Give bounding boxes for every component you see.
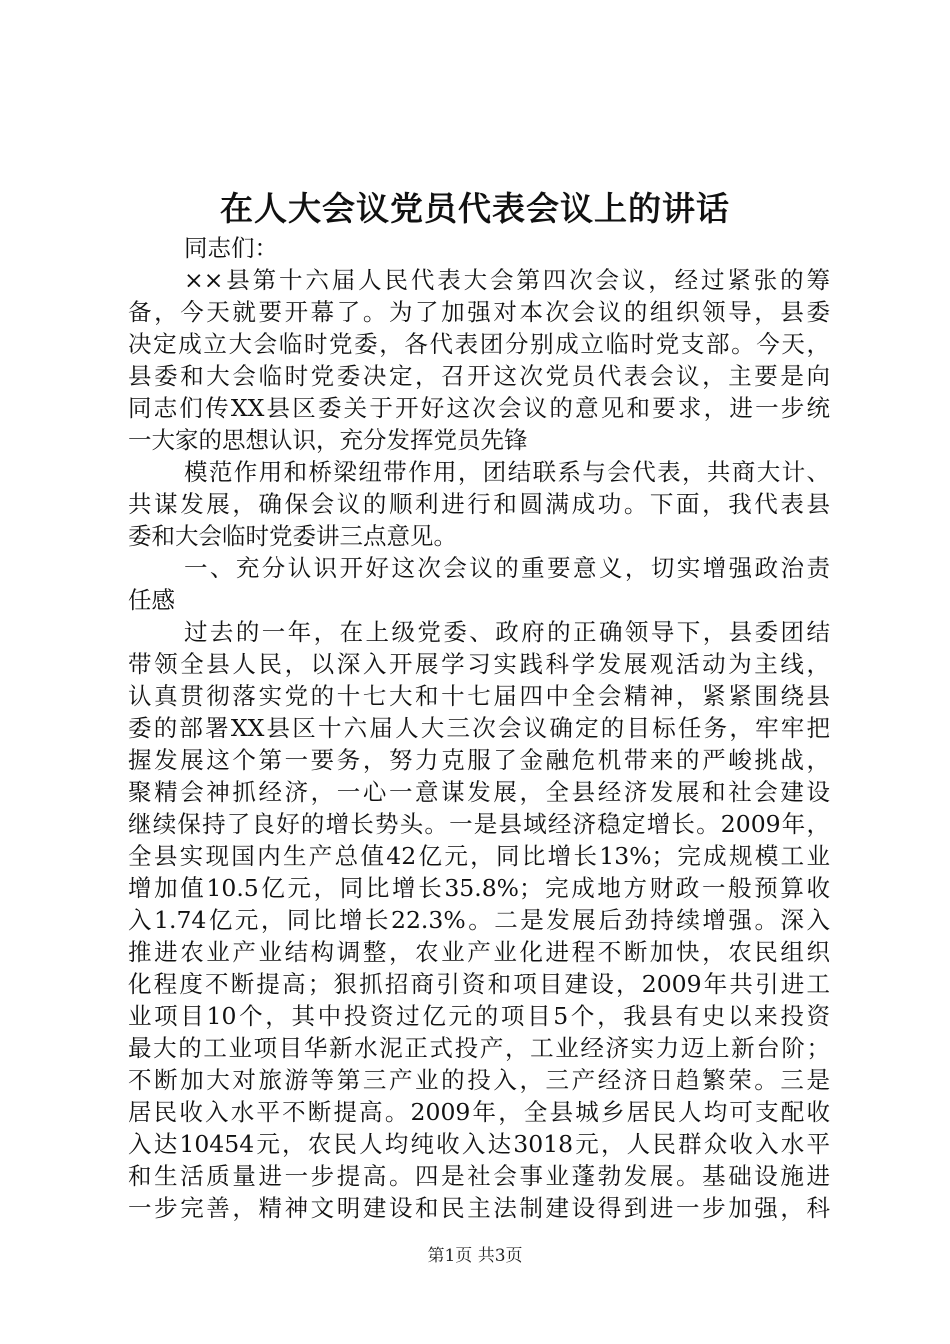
body-line: 过去的一年，在上级党委、政府的正确领导下，县委团结 (184, 618, 830, 646)
body-line: 县委和大会临时党委决定，召开这次党员代表会议，主要是向 (128, 362, 830, 390)
body-line: 化程度不断提高；狠抓招商引资和项目建设，2009年共引进工 (128, 970, 830, 998)
document-title: 在人大会议党员代表会议上的讲话 (220, 189, 730, 228)
body-line: ××县第十六届人民代表大会第四次会议，经过紧张的筹 (184, 266, 830, 294)
body-line: 最大的工业项目华新水泥正式投产，工业经济实力迈上新台阶； (128, 1034, 830, 1062)
body-line: 模范作用和桥梁纽带作用，团结联系与会代表，共商大计、 (184, 458, 830, 486)
body-line: 入达10454元，农民人均纯收入达3018元，人民群众收入水平 (128, 1130, 830, 1158)
body-line: 推进农业产业结构调整，农业产业化进程不断加快，农民组织 (128, 938, 830, 966)
body-line: 委的部署XX县区十六届人大三次会议确定的目标任务，牢牢把 (128, 714, 830, 742)
body-line: 同志们： (184, 234, 278, 262)
document-body (128, 232, 830, 1224)
body-line: 入1.74亿元，同比增长22.3%。二是发展后劲持续增强。深入 (128, 906, 830, 934)
body-line: 全县实现国内生产总值42亿元，同比增长13%；完成规模工业 (128, 842, 830, 870)
body-line: 一大家的思想认识，充分发挥党员先锋 (128, 426, 528, 454)
body-line: 和生活质量进一步提高。四是社会事业蓬勃发展。基础设施进 (128, 1162, 830, 1190)
body-line: 握发展这个第一要务，努力克服了金融危机带来的严峻挑战， (128, 746, 830, 774)
body-line: 认真贯彻落实党的十七大和十七届四中全会精神，紧紧围绕县 (128, 682, 830, 710)
body-line: 继续保持了良好的增长势头。一是县域经济稳定增长。2009年， (128, 810, 830, 838)
body-line: 带领全县人民，以深入开展学习实践科学发展观活动为主线， (128, 650, 830, 678)
body-line: 任感 (128, 586, 175, 614)
body-line: 备，今天就要开幕了。为了加强对本次会议的组织领导，县委 (128, 298, 830, 326)
body-line: 聚精会神抓经济，一心一意谋发展，全县经济发展和社会建设 (128, 778, 830, 806)
body-line: 不断加大对旅游等第三产业的投入，三产经济日趋繁荣。三是 (128, 1066, 830, 1094)
page-footer: 第1页 共3页 (427, 1246, 523, 1266)
body-line: 一、充分认识开好这次会议的重要意义，切实增强政治责 (184, 554, 830, 582)
body-line: 增加值10.5亿元，同比增长35.8%；完成地方财政一般预算收 (128, 874, 830, 902)
body-line: 一步完善，精神文明建设和民主法制建设得到进一步加强，科 (128, 1194, 830, 1222)
body-line: 居民收入水平不断提高。2009年，全县城乡居民人均可支配收 (128, 1098, 830, 1126)
body-line: 共谋发展，确保会议的顺利进行和圆满成功。下面，我代表县 (128, 490, 830, 518)
body-line: 业项目10个，其中投资过亿元的项目5个，我县有史以来投资 (128, 1002, 830, 1030)
body-line: 决定成立大会临时党委，各代表团分别成立临时党支部。今天， (128, 330, 830, 358)
body-line: 委和大会临时党委讲三点意见。 (128, 522, 457, 550)
body-line: 同志们传XX县区委关于开好这次会议的意见和要求，进一步统 (128, 394, 830, 422)
